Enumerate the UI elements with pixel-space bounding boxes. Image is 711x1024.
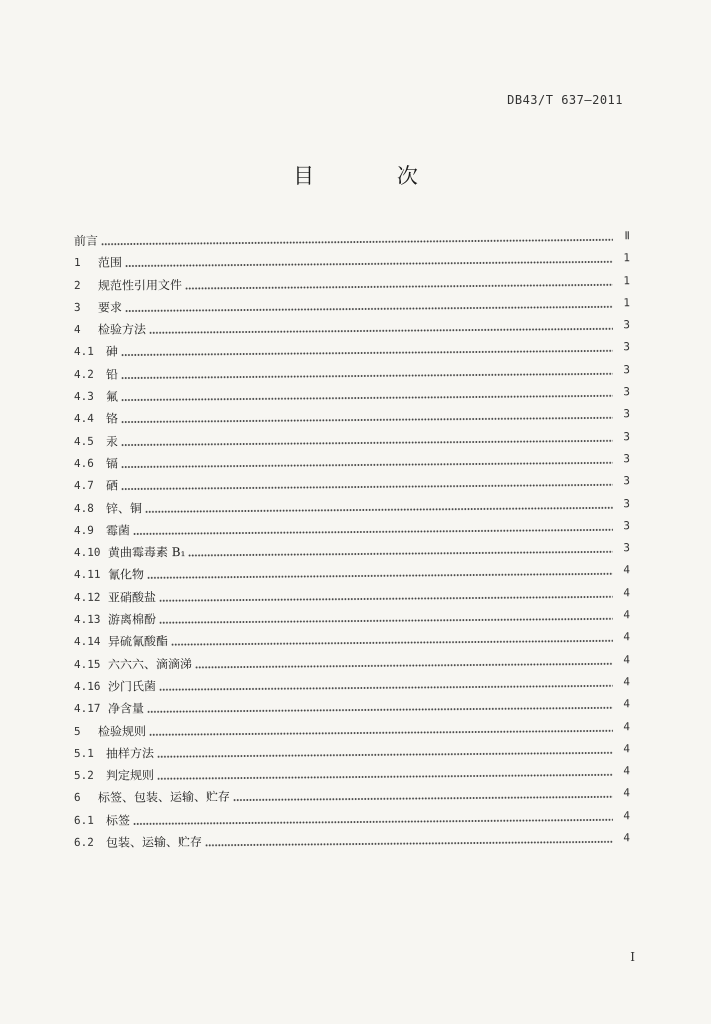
page-title: 目 次 (293, 164, 456, 188)
dot-leader (195, 655, 613, 669)
toc-entry-page: 4 (623, 653, 630, 667)
toc-entry-title: 检验规则 (97, 724, 147, 739)
dot-leader (171, 633, 613, 647)
toc-entry-page: 4 (623, 563, 630, 577)
toc-entry-title: 硒 (105, 479, 119, 494)
toc-entry-page: 3 (623, 452, 630, 466)
toc-entry-number: 4.7 (73, 479, 94, 493)
toc-entry-title: 霉菌 (105, 523, 131, 538)
toc-entry-number: 4.6 (73, 457, 94, 471)
toc-entry-title: 检验方法 (97, 322, 147, 338)
dot-leader (233, 789, 613, 802)
toc-entry-number: 4.17 (73, 702, 101, 716)
toc-entry-number: 5 (73, 724, 81, 738)
toc-entry-title: 包装、运输、贮存 (105, 835, 203, 851)
toc-entry-title: 净含量 (107, 701, 145, 717)
toc-entry-number: 4.2 (73, 367, 94, 382)
toc-entry-title: 铬 (105, 412, 119, 427)
toc-entry-number: 4.13 (73, 613, 101, 627)
toc-entry-number: 4.4 (73, 412, 94, 426)
toc-entry-number: 4 (73, 323, 81, 337)
toc-entry-title: 沙门氏菌 (107, 679, 157, 694)
toc-entry-page: 3 (623, 541, 630, 555)
toc-entry-page: 4 (623, 786, 630, 800)
toc-entry-page: 4 (623, 719, 630, 734)
toc-entry-number: 2 (73, 278, 81, 292)
toc-entry-number: 6.2 (73, 836, 94, 850)
toc-entry-page: 4 (623, 764, 630, 778)
toc-entry-page: 3 (623, 474, 630, 488)
toc-entry[interactable] (74, 823, 630, 850)
toc-entry-page: 4 (623, 809, 630, 823)
toc-entry-number: 6 (73, 791, 81, 805)
dot-leader (147, 700, 613, 714)
toc-entry-title: 氟 (105, 389, 119, 405)
toc-entry-page: 4 (623, 831, 630, 845)
toc-entry-title: 规范性引用文件 (97, 277, 183, 293)
toc-entry-page: 4 (623, 630, 630, 644)
table-of-contents (74, 226, 630, 850)
toc-entry-page: 3 (623, 430, 630, 444)
toc-entry-page: 4 (623, 586, 630, 600)
toc-entry-title: 异硫氰酸酯 (107, 634, 169, 650)
toc-entry-number: 5.1 (73, 746, 94, 761)
toc-entry-number: 4.3 (73, 390, 94, 404)
toc-entry-title: 铅 (105, 367, 119, 382)
toc-entry-page: 4 (623, 608, 630, 622)
toc-entry-title: 亚硝酸盐 (107, 590, 157, 605)
toc-entry-number: 5.2 (73, 769, 94, 783)
toc-entry-page: 3 (623, 407, 630, 421)
toc-entry-page: 1 (623, 251, 630, 265)
document-code: DB43/T 637—2011 (507, 93, 623, 107)
toc-entry-page: 3 (623, 519, 630, 533)
toc-entry-number: 4.12 (73, 590, 101, 605)
toc-entry-title: 锌、铜 (105, 501, 143, 516)
dot-leader (205, 834, 613, 848)
toc-entry-page: 3 (623, 363, 630, 377)
toc-entry-page: 4 (623, 742, 630, 756)
toc-entry-title: 六六六、滴滴涕 (107, 656, 193, 672)
toc-entry-number: 4.1 (73, 345, 94, 359)
toc-entry-page: 4 (623, 697, 630, 711)
toc-entry-page: Ⅱ (624, 229, 630, 243)
toc-entry-page: 3 (623, 497, 630, 511)
toc-entry-number: 4.11 (73, 568, 101, 582)
toc-entry-title: 抽样方法 (105, 746, 155, 761)
toc-entry-number: 3 (73, 301, 81, 315)
toc-entry-number: 4.10 (73, 546, 101, 560)
toc-entry-title: 前言 (73, 234, 99, 249)
toc-entry-title: 标签 (105, 813, 131, 828)
toc-entry-number: 4.9 (73, 523, 94, 538)
page-number: I (630, 950, 635, 964)
toc-entry-number: 4.14 (73, 635, 101, 649)
toc-entry-title: 游离棉酚 (107, 612, 157, 628)
toc-entry-title: 氰化物 (107, 568, 145, 583)
toc-entry-page: 4 (623, 675, 630, 689)
toc-entry-page: 1 (623, 296, 630, 310)
toc-entry-title: 判定规则 (105, 768, 155, 784)
toc-entry-page: 3 (623, 385, 630, 399)
toc-entry-page: 3 (623, 340, 630, 354)
toc-entry-title: 要求 (97, 300, 123, 315)
toc-entry-number: 4.8 (73, 501, 94, 515)
toc-entry-title: 汞 (105, 434, 119, 449)
toc-entry-number: 1 (73, 256, 81, 270)
toc-entry-number: 4.15 (73, 657, 101, 671)
toc-entry-number: 4.16 (73, 680, 101, 694)
toc-entry-title: 镉 (105, 456, 119, 471)
toc-entry-title: 砷 (105, 345, 119, 360)
toc-entry-title: 范围 (97, 256, 123, 271)
toc-entry-number: 4.5 (73, 434, 94, 448)
toc-entry-number: 6.1 (73, 813, 94, 828)
toc-entry-title: 黄曲霉毒素 B₁ (107, 545, 186, 561)
toc-entry-page: 3 (623, 318, 630, 332)
toc-entry-title: 标签、包装、运输、贮存 (97, 790, 231, 806)
toc-entry-page: 1 (623, 274, 630, 288)
